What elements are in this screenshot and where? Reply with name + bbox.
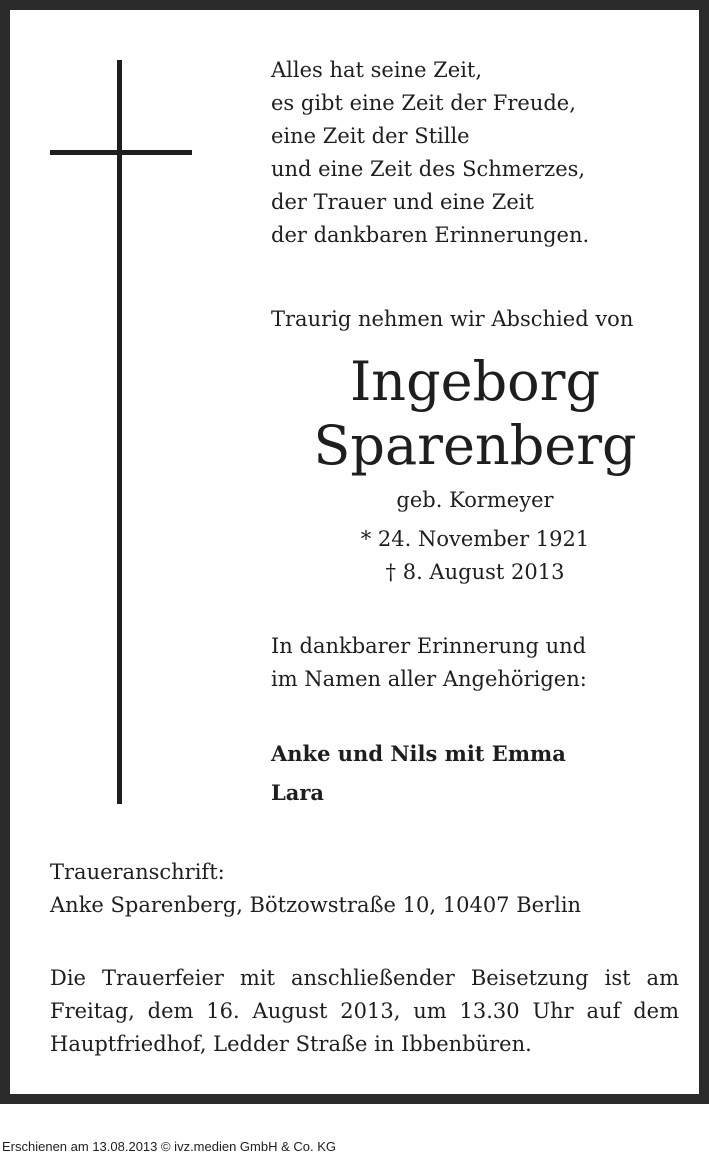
gratitude-line: im Namen aller Angehörigen: [271,667,587,691]
ceremony-line: Freitag, dem 16. August 2013, um 13.30 Uhr auf dem [50,999,679,1023]
mourner-line: Lara [271,780,325,805]
gratitude-line: In dankbarer Erinnerung und [271,634,587,658]
death-date: † 8. August 2013 [385,560,565,584]
cross-icon [117,60,122,804]
poem-line: der dankbaren Erinnerungen. [271,223,590,247]
address-label: Traueranschrift: [50,860,225,884]
cross-icon-bar [50,150,192,155]
poem-line: Alles hat seine Zeit, [271,58,483,82]
deceased-first-name: Ingeborg [349,350,601,413]
birth-name: geb. Kormeyer [396,488,554,512]
ceremony-line: Hauptfriedhof, Ledder Straße in Ibbenbüren. [50,1032,532,1056]
address-value: Anke Sparenberg, Bötzowstraße 10, 10407 Berlin [50,893,582,917]
farewell-intro: Traurig nehmen wir Abschied von [271,307,634,331]
ceremony-line: Die Trauerfeier mit anschließender Beisetzung ist am [50,966,679,990]
gratitude-text [271,630,587,696]
ceremony-details [50,962,679,1061]
mourning-address [50,856,581,922]
mourner-line: Anke und Nils mit Emma [271,741,566,766]
mourners [271,734,566,812]
poem-line: eine Zeit der Stille [271,124,470,148]
poem-line: der Trauer und eine Zeit [271,190,534,214]
poem [271,54,589,252]
poem-line: und eine Zeit des Schmerzes, [271,157,586,181]
deceased-last-name: Sparenberg [313,414,637,477]
publication-footer: Erschienen am 13.08.2013 © ivz.medien GmbH & Co. KG [2,1139,337,1154]
birth-date: * 24. November 1921 [360,527,590,551]
poem-line: es gibt eine Zeit der Freude, [271,91,576,115]
